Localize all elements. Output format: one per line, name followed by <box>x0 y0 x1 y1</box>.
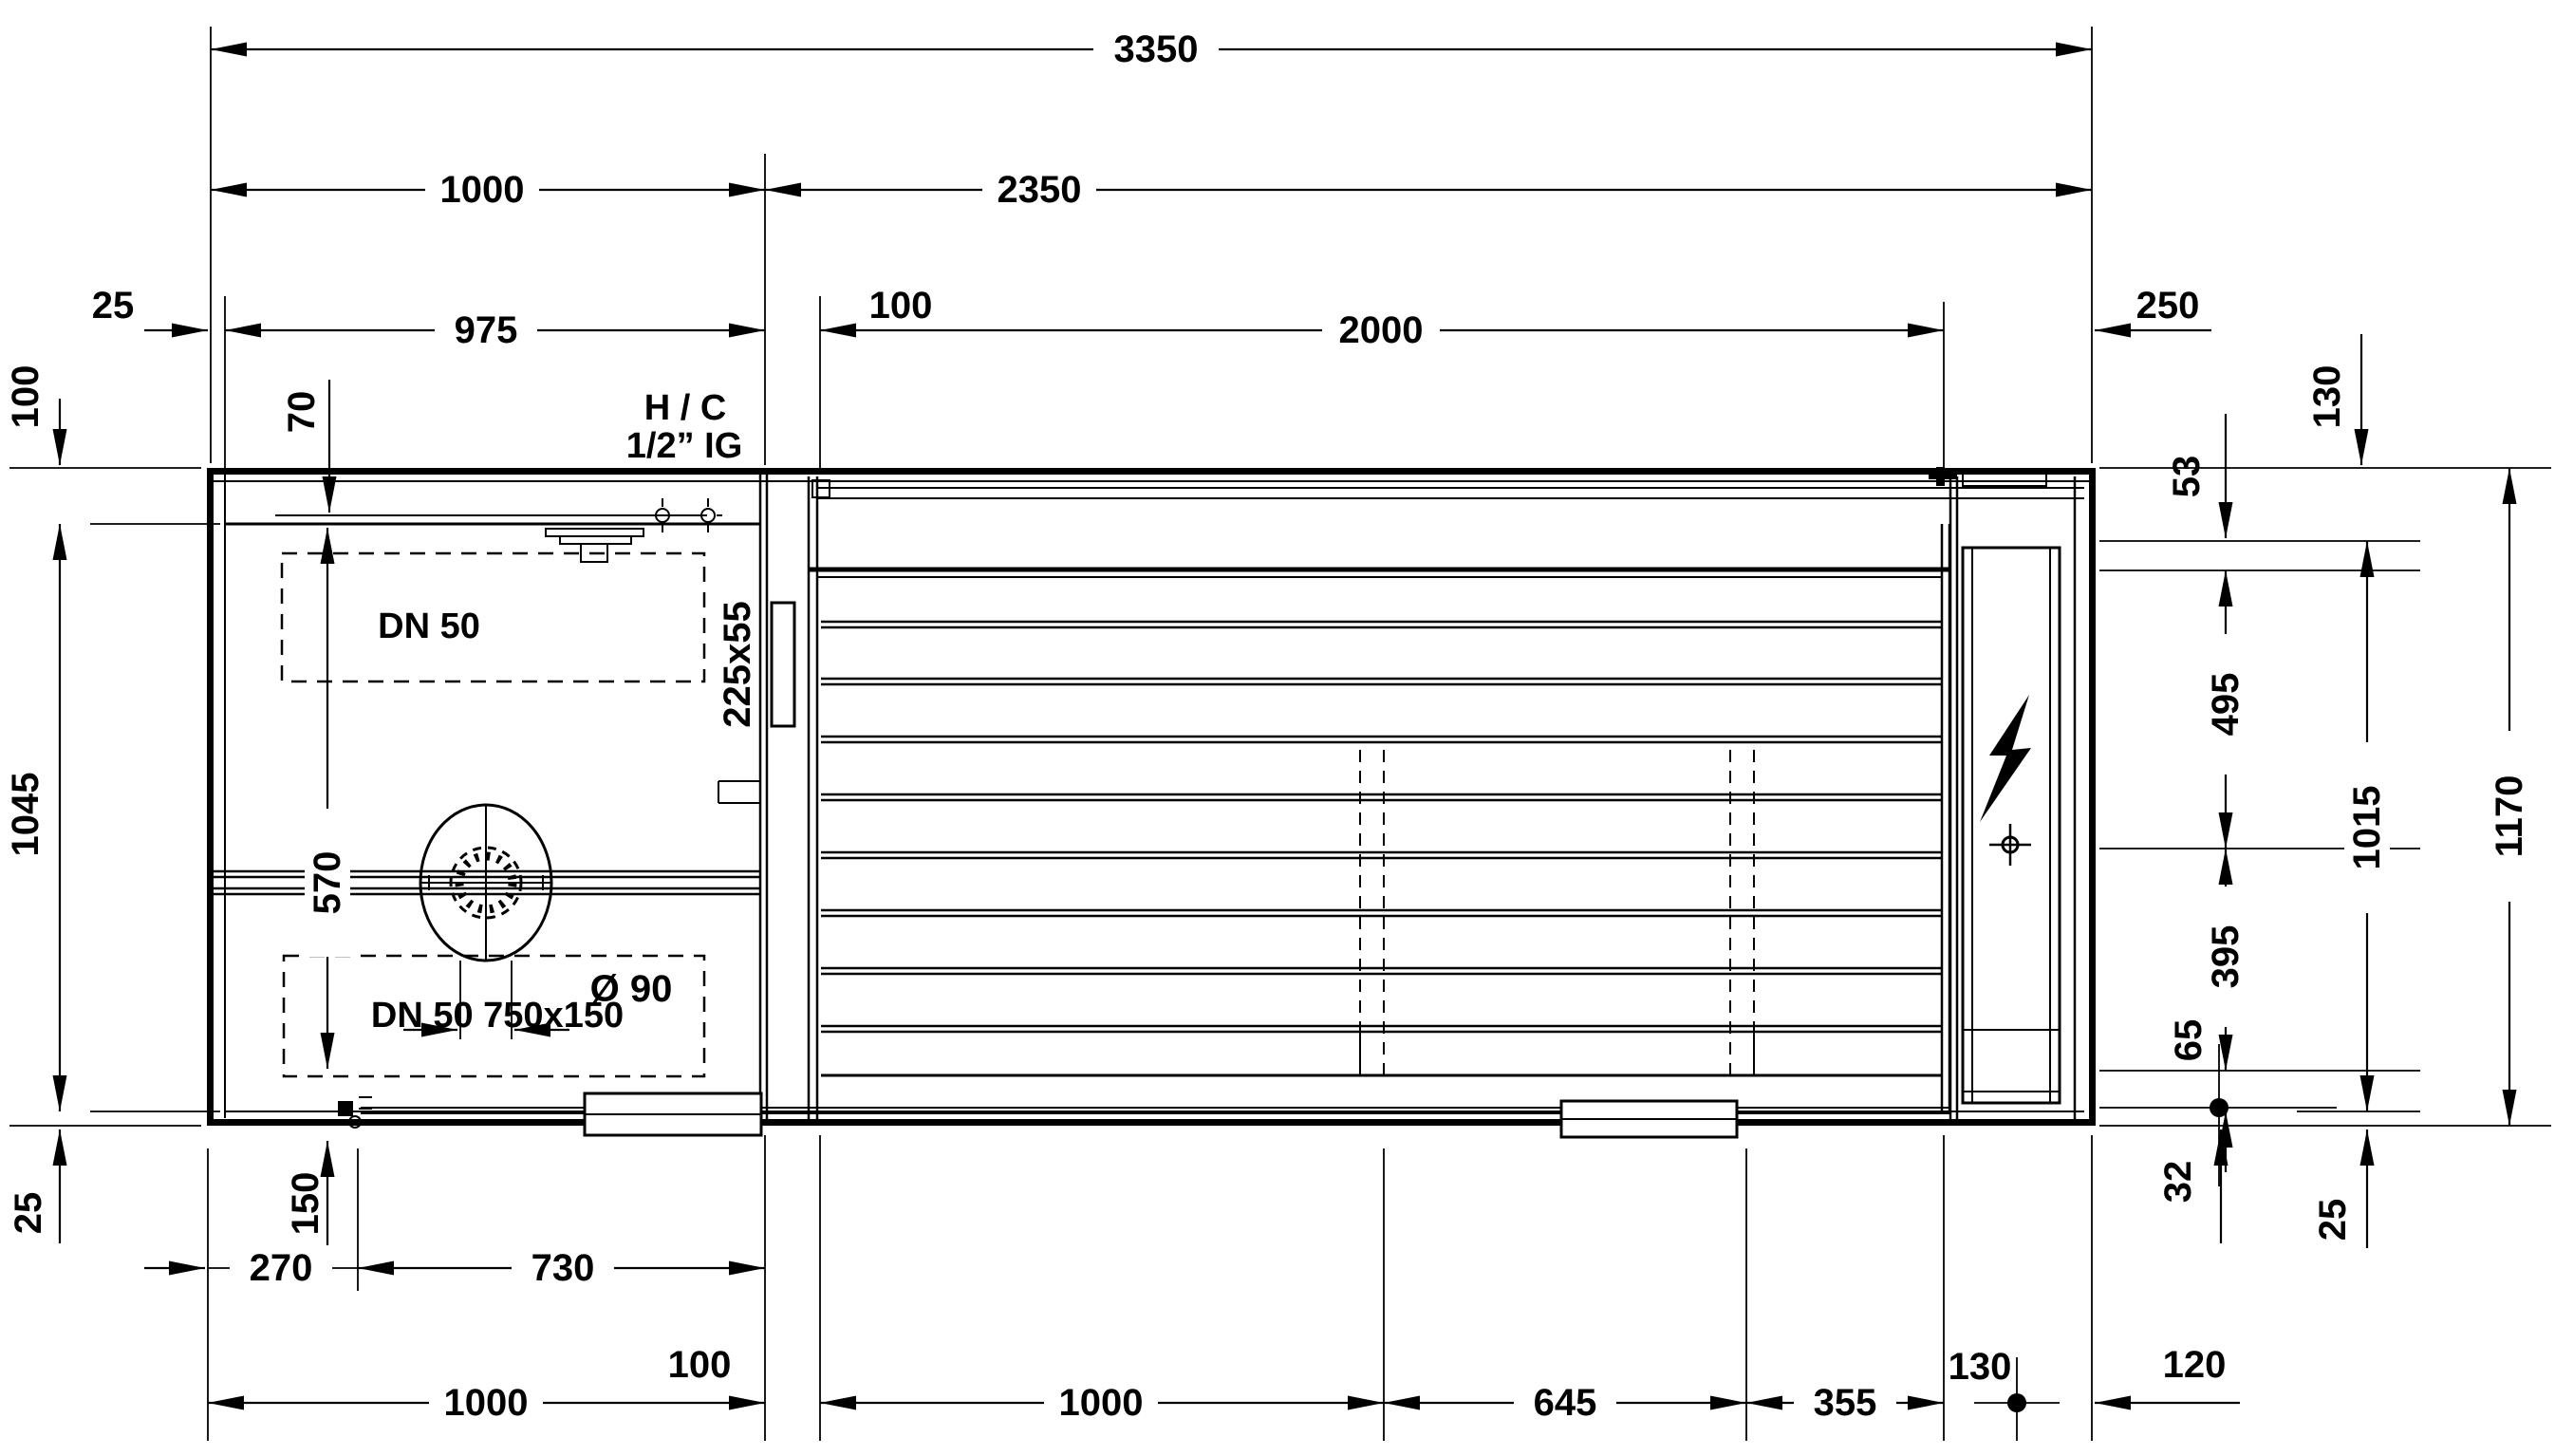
position-crosshair-icon <box>1989 824 2031 866</box>
dim-right-section: 2350 <box>997 169 1082 211</box>
dim-deck-offset-bottom: 100 <box>667 1344 732 1386</box>
water-connection-label-line1: H / C <box>643 388 727 428</box>
dim-overall-width: 1170 <box>2489 775 2530 858</box>
slot-225x55 <box>772 603 794 726</box>
dim-inner-total: 1015 <box>2346 785 2388 870</box>
dim-drain-center: 570 <box>307 850 348 915</box>
dim-left-section-bottom: 1000 <box>443 1382 529 1424</box>
slat-separators <box>821 622 1941 1075</box>
dim-overall-length: 3350 <box>1113 28 1199 70</box>
actuator-bar <box>1561 1101 1737 1137</box>
dim-drain-offset: 150 <box>285 1171 326 1236</box>
dimension-annotations <box>5 27 2532 1426</box>
dim-seg-4: 395 <box>2205 924 2247 989</box>
dim-deck-length: 2000 <box>1338 309 1424 351</box>
dim-electric-to-edge: 120 <box>2162 1344 2227 1386</box>
dim-deck-seg3: 355 <box>1813 1382 1877 1424</box>
right-panel <box>1929 467 2075 1122</box>
dim-drain-to-divider: 730 <box>531 1247 595 1289</box>
dim-seg-2: 53 <box>2166 455 2208 498</box>
dim-deck-seg2: 645 <box>1533 1382 1597 1424</box>
drain-zone-upper <box>282 553 704 681</box>
dim-left-inner: 975 <box>454 309 518 351</box>
dim-wall-bottom-right: 25 <box>2312 1198 2354 1241</box>
dim-connection-depth: 70 <box>281 390 323 434</box>
section-divider <box>718 475 794 1122</box>
actuator-bar <box>585 1093 761 1135</box>
dim-drain-hole: Ø 90 <box>589 968 673 1010</box>
dim-wall-bottom-left: 25 <box>8 1191 49 1235</box>
dim-seg-6: 32 <box>2157 1160 2199 1204</box>
dim-slot: 225x55 <box>717 601 758 728</box>
dim-right-panel: 250 <box>2135 285 2200 327</box>
dim-drain-pos: 270 <box>249 1247 313 1289</box>
dim-deck-offset: 100 <box>868 285 933 327</box>
dim-deck-seg1: 1000 <box>1058 1382 1144 1424</box>
deck-slats <box>585 476 2084 1137</box>
extension-lines <box>9 27 2551 1441</box>
dim-seg-3: 495 <box>2205 672 2247 737</box>
hot-cold-connection-icon <box>694 498 722 532</box>
dim-left-section: 1000 <box>439 169 525 211</box>
dim-top-rail: 100 <box>5 364 47 429</box>
dim-seg-top: 130 <box>2306 364 2348 429</box>
electric-connection-icon <box>1980 695 2031 822</box>
dim-wall-left: 25 <box>91 285 135 327</box>
overflow-fitting-icon <box>546 529 643 562</box>
dim-seg-5: 65 <box>2168 1018 2210 1062</box>
drain-zone-lower-label: DN 50 750x150 <box>370 996 625 1036</box>
dim-electric-offset: 130 <box>1948 1346 2012 1388</box>
dim-inner-width: 1045 <box>5 772 47 857</box>
drain-assembly-icon <box>420 805 552 961</box>
electric-connection-point <box>1974 1393 2060 1412</box>
drain-zone-upper-label: DN 50 <box>378 607 480 646</box>
water-connection-label-line2: 1/2” IG <box>625 426 743 466</box>
